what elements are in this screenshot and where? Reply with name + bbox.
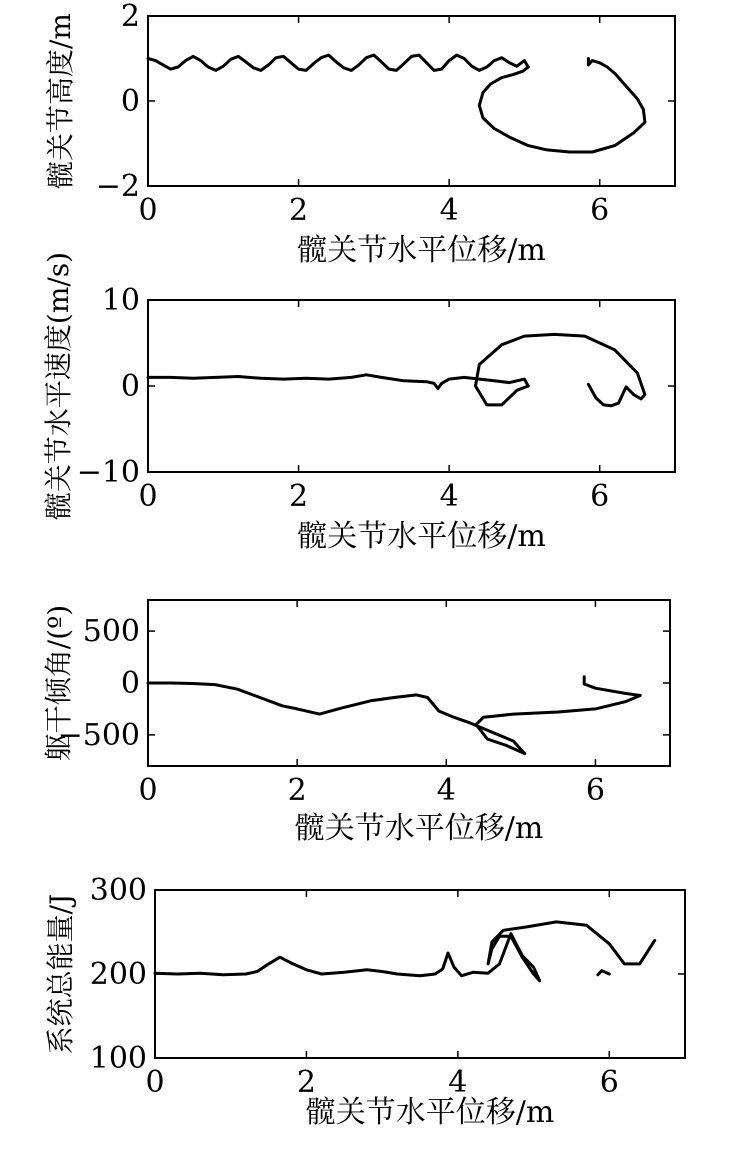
chart-1 xyxy=(44,0,675,268)
x-tick-label: 2 xyxy=(289,479,309,514)
y-tick-label: 0 xyxy=(120,369,140,404)
chart-3 xyxy=(42,600,670,846)
series-line-1 xyxy=(155,934,540,981)
x-tick-label: 2 xyxy=(289,193,309,228)
series-line-3 xyxy=(598,971,609,975)
x-tick-label: 6 xyxy=(590,479,610,514)
chart-2 xyxy=(42,252,675,554)
y-tick-label: 0 xyxy=(120,666,140,701)
x-axis-label: 髋关节水平位移/m xyxy=(294,811,544,846)
x-tick-label: 2 xyxy=(296,1065,316,1100)
y-tick-label: 200 xyxy=(89,957,147,992)
y-tick-label: 0 xyxy=(120,84,140,119)
y-tick-label: −2 xyxy=(95,169,140,204)
y-tick-label: 500 xyxy=(82,614,140,650)
x-tick-label: 4 xyxy=(436,773,456,808)
x-tick-label: 4 xyxy=(439,479,459,514)
x-axis-label: 髋关节水平位移/m xyxy=(305,1095,555,1130)
x-tick-label: 4 xyxy=(439,193,459,228)
x-tick-label: 2 xyxy=(287,773,307,808)
y-tick-label: 2 xyxy=(120,0,140,34)
y-axis-label: 系统总能量/J xyxy=(44,893,77,1055)
y-axis-label: 髋关节高度/m xyxy=(44,13,77,189)
plot-frame xyxy=(148,300,675,472)
series-line-2 xyxy=(488,922,655,981)
x-axis-label: 髋关节水平位移/m xyxy=(297,519,546,554)
x-tick-label: 6 xyxy=(599,1065,619,1100)
x-tick-label: 6 xyxy=(585,773,605,808)
series-line-1 xyxy=(148,683,525,754)
plot-frame xyxy=(148,16,675,186)
y-axis-label: 髋关节水平速度(m/s) xyxy=(42,251,75,521)
series-line-2 xyxy=(476,334,645,405)
y-tick-label: 100 xyxy=(89,1041,147,1076)
y-axis-label: 躯干倾角/(º) xyxy=(42,604,75,762)
y-tick-label: −500 xyxy=(57,717,140,753)
x-tick-label: 0 xyxy=(138,479,158,514)
series-line-2 xyxy=(476,677,640,754)
x-tick-label: 0 xyxy=(138,773,158,808)
y-tick-label: 300 xyxy=(89,873,147,908)
x-tick-label: 0 xyxy=(138,193,158,228)
x-tick-label: 0 xyxy=(145,1065,165,1100)
x-tick-label: 4 xyxy=(448,1065,468,1100)
chart-4 xyxy=(44,873,685,1130)
y-tick-label: 10 xyxy=(101,283,140,318)
x-axis-label: 髋关节水平位移/m xyxy=(297,233,546,268)
series-line-1 xyxy=(148,55,528,70)
plot-frame xyxy=(148,600,670,766)
x-tick-label: 6 xyxy=(590,193,610,228)
series-line-1 xyxy=(148,375,528,389)
y-tick-label: −10 xyxy=(76,455,140,490)
series-line-2 xyxy=(479,59,645,153)
